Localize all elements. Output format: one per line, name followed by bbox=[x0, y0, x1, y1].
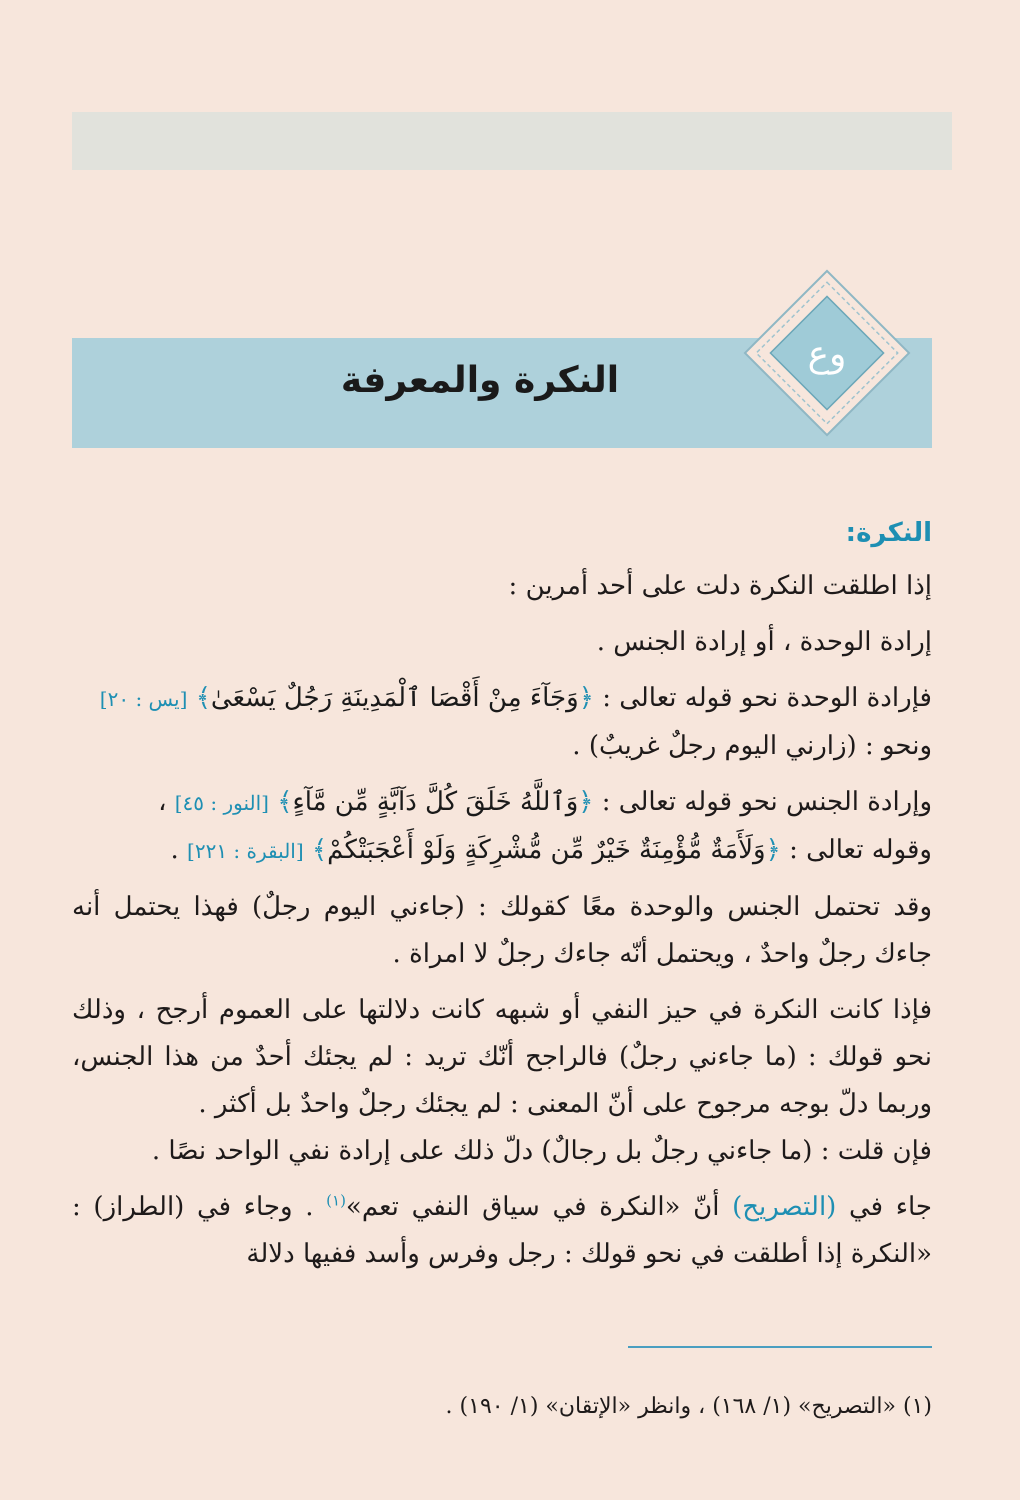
footnote-marker: (١) bbox=[326, 1191, 346, 1210]
paragraph-10 bbox=[72, 1184, 932, 1278]
paragraph-7: وقد تحتمل الجنس والوحدة معًا كقولك : (جاءني اليوم رجلٌ) فهذا يحتمل أنه جاءك رجلٌ واحدٌ ، ويحتمل أنّه جاءك رجلٌ لا امراة . bbox=[72, 892, 932, 969]
paragraph-4: ونحو : (زارني اليوم رجلٌ غريبٌ) . bbox=[572, 731, 932, 761]
footnote bbox=[72, 1392, 932, 1422]
main-text bbox=[72, 510, 932, 1278]
quran-open-bracket: ﴿ bbox=[578, 787, 594, 817]
paragraph-1: إذا اطلقت النكرة دلت على أحد أمرين : bbox=[508, 571, 932, 601]
paragraph-5-tail: ، bbox=[158, 787, 167, 817]
paragraph-5 bbox=[72, 779, 932, 827]
quran-open-bracket: ﴿ bbox=[765, 835, 781, 865]
paragraph-6-lead: وقوله تعالى : bbox=[789, 835, 932, 865]
ornament-letters: وع bbox=[807, 334, 847, 375]
quran-close-bracket: ﴾ bbox=[195, 683, 211, 713]
source-title-tasrih: (التصريح) bbox=[732, 1192, 837, 1222]
paragraph-2: إرادة الوحدة ، أو إرادة الجنس . bbox=[596, 627, 932, 657]
chapter-ornament-icon bbox=[742, 268, 912, 438]
paragraph-3-lead: فإرادة الوحدة نحو قوله تعالى : bbox=[602, 683, 932, 713]
quran-verse-3: وَلَأَمَةٌ مُّؤْمِنَةٌ خَيْرٌ مِّن مُّشْرِكَةٍ وَلَوْ أَعْجَبَتْكُمْ bbox=[327, 835, 766, 865]
paragraph-10-tail: . وجاء في (الطراز) : «النكرة إذا أطلقت في نحو قولك : رجل وفرس وأسد ففيها دلالة bbox=[72, 1192, 932, 1269]
verse-reference-3: [البقرة : ٢٢١] bbox=[187, 839, 304, 863]
top-decorative-band bbox=[72, 112, 952, 170]
quran-close-bracket: ﴾ bbox=[311, 835, 328, 865]
paragraph-9: فإن قلت : (ما جاءني رجلٌ بل رجالٌ) دلّ ذلك على إرادة نفي الواحد نصًا . bbox=[151, 1136, 932, 1166]
paragraph-8: فإذا كانت النكرة في حيز النفي أو شبهه كانت دلالتها على العموم أرجح ، وذلك نحو قولك : (ما جاءني رجلٌ) فالراجح أنّك تريد : لم يجئك أحدٌ من هذا الجنس، وربما دلّ بوجه مرجوح على أنّ المعنى : لم يجئك رجلٌ واحدٌ بل أكثر . bbox=[72, 995, 932, 1119]
paragraph-6 bbox=[72, 827, 932, 875]
quran-verse-2: وَٱللَّهُ خَلَقَ كُلَّ دَآبَّةٍ مِّن مَّآءٍ bbox=[292, 787, 579, 817]
verse-reference-1: [يس : ٢٠] bbox=[99, 687, 188, 711]
footnote-text: «التصريح» (١/ ١٦٨) ، وانظر «الإتقان» (١/ ١٩٠) . bbox=[445, 1394, 896, 1419]
paragraph-6-tail: . bbox=[170, 835, 179, 865]
quran-close-bracket: ﴾ bbox=[277, 787, 293, 817]
section-heading: النكرة: bbox=[845, 518, 932, 548]
quran-verse-1: وَجَآءَ مِنْ أَقْصَا ٱلْمَدِينَةِ رَجُلٌ يَسْعَىٰ bbox=[210, 683, 579, 713]
footnote-divider bbox=[628, 1346, 932, 1348]
verse-reference-2: [النور : ٤٥] bbox=[174, 791, 269, 815]
chapter-title: النكرة والمعرفة bbox=[340, 360, 620, 401]
paragraph-10-mid: أنّ «النكرة في سياق النفي تعم» bbox=[345, 1192, 720, 1222]
paragraph-10-lead: جاء في bbox=[849, 1192, 932, 1222]
quran-open-bracket: ﴿ bbox=[578, 683, 594, 713]
paragraph-3 bbox=[72, 675, 932, 723]
paragraph-5-lead: وإرادة الجنس نحو قوله تعالى : bbox=[601, 787, 932, 817]
footnote-number: (١) bbox=[902, 1394, 932, 1419]
